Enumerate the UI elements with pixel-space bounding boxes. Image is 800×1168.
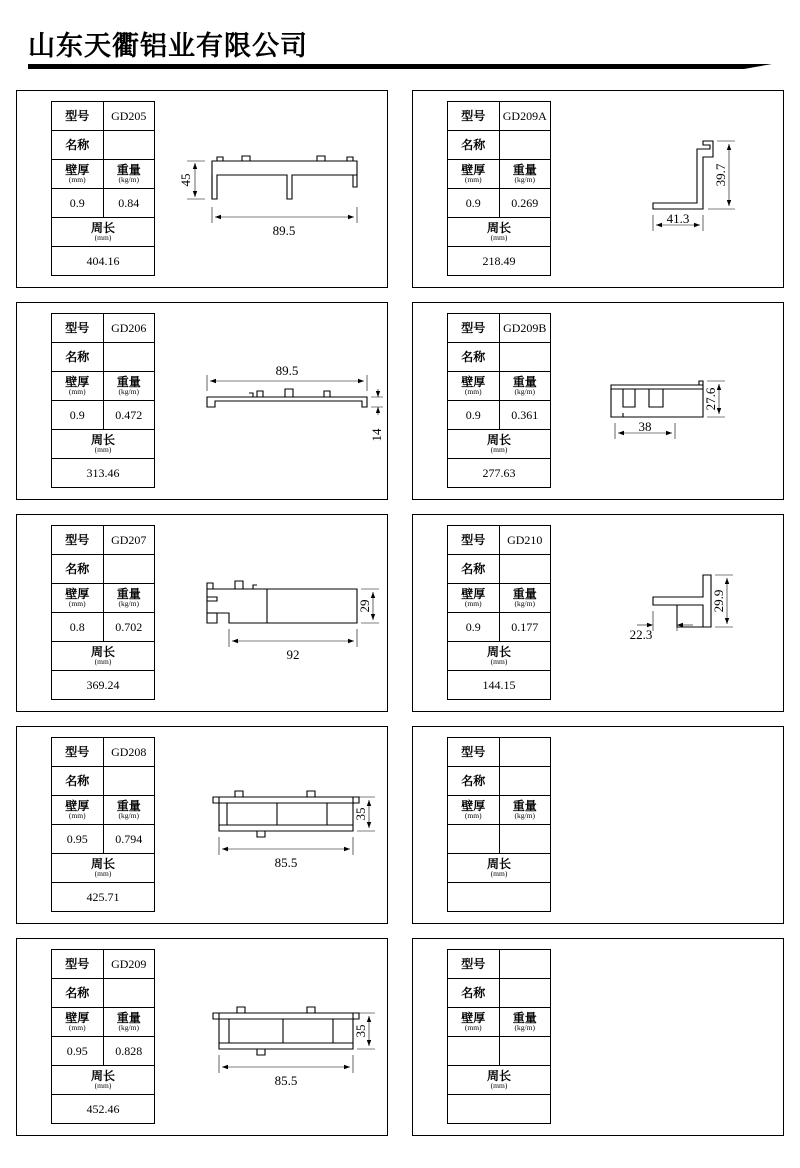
perimeter-value: 218.49: [448, 247, 551, 276]
name-label: 名称: [52, 131, 104, 160]
dim-width-value: 92: [286, 647, 300, 662]
perimeter-label: 周长 (mm): [448, 642, 551, 671]
perimeter-label: 周长 (mm): [448, 430, 551, 459]
perimeter-value: [448, 1095, 551, 1124]
spec-table: [447, 737, 551, 912]
model-label: 型号: [448, 526, 500, 555]
spec-table: [447, 525, 551, 700]
table-row: [52, 767, 155, 796]
profile-card: [412, 302, 784, 500]
spec-table: [51, 101, 155, 276]
perimeter-label: 周长 (mm): [52, 854, 155, 883]
thickness-label: 壁厚 (mm): [448, 160, 500, 189]
thickness-label: 壁厚 (mm): [448, 584, 500, 613]
profile-drawing-gd208: [157, 727, 387, 923]
card-row: [0, 302, 800, 500]
dim-width-value: 85.5: [274, 1073, 298, 1088]
model-label: 型号: [52, 102, 104, 131]
weight-label: 重量 (kg/m): [103, 584, 155, 613]
model-value: [499, 738, 551, 767]
name-label: 名称: [52, 555, 104, 584]
dim-height-value: 29: [357, 599, 372, 613]
page-header: [0, 0, 800, 78]
table-row: [448, 401, 551, 430]
card-row: [0, 938, 800, 1136]
table-row: [448, 555, 551, 584]
table-row: [52, 430, 155, 459]
name-label: 名称: [448, 555, 500, 584]
model-value: GD207: [103, 526, 155, 555]
table-row: [52, 102, 155, 131]
profile-drawing-gd205: [157, 91, 387, 287]
perimeter-value: 404.16: [52, 247, 155, 276]
thickness-label: 壁厚 (mm): [52, 160, 104, 189]
perimeter-label: 周长 (mm): [448, 1066, 551, 1095]
weight-value: 0.828: [103, 1037, 155, 1066]
table-row: [448, 796, 551, 825]
profile-drawing-gd209: [157, 939, 387, 1135]
weight-value: 0.702: [103, 613, 155, 642]
profile-card: [16, 90, 388, 288]
table-row: [448, 767, 551, 796]
thickness-value: 0.95: [52, 825, 104, 854]
model-label: 型号: [448, 738, 500, 767]
spec-table: [51, 949, 155, 1124]
thickness-label: 壁厚 (mm): [52, 796, 104, 825]
model-value: GD208: [103, 738, 155, 767]
card-row: [0, 90, 800, 288]
thickness-value: [448, 1037, 500, 1066]
table-row: [448, 979, 551, 1008]
table-row: [448, 459, 551, 488]
profile-drawing-gd209a: [553, 91, 783, 287]
name-value: [103, 131, 155, 160]
thickness-label: 壁厚 (mm): [52, 1008, 104, 1037]
thickness-label: 壁厚 (mm): [448, 796, 500, 825]
perimeter-value: 452.46: [52, 1095, 155, 1124]
thickness-value: 0.95: [52, 1037, 104, 1066]
table-row: [448, 825, 551, 854]
table-row: [448, 102, 551, 131]
model-label: 型号: [52, 314, 104, 343]
table-row: [52, 218, 155, 247]
model-value: GD205: [103, 102, 155, 131]
table-row: [52, 314, 155, 343]
dim-width-value: 89.5: [272, 223, 296, 238]
thickness-value: 0.9: [448, 401, 500, 430]
table-row: [52, 526, 155, 555]
table-row: [448, 1095, 551, 1124]
name-value: [499, 767, 551, 796]
weight-label: 重量 (kg/m): [499, 160, 551, 189]
dim-height-value: 35: [353, 807, 368, 821]
table-row: [52, 950, 155, 979]
table-row: [52, 189, 155, 218]
thickness-value: [448, 825, 500, 854]
weight-label: 重量 (kg/m): [499, 1008, 551, 1037]
model-label: 型号: [448, 950, 500, 979]
model-label: 型号: [448, 314, 500, 343]
table-row: [448, 854, 551, 883]
name-value: [103, 767, 155, 796]
weight-label: 重量 (kg/m): [103, 796, 155, 825]
dim-height-value: 45: [178, 173, 193, 187]
table-row: [52, 613, 155, 642]
table-row: [448, 430, 551, 459]
perimeter-label: 周长 (mm): [52, 1066, 155, 1095]
spec-table: [51, 525, 155, 700]
table-row: [52, 459, 155, 488]
thickness-label: 壁厚 (mm): [448, 1008, 500, 1037]
table-row: [448, 671, 551, 700]
table-row: [52, 160, 155, 189]
table-row: [52, 1095, 155, 1124]
thickness-value: 0.9: [448, 189, 500, 218]
table-row: [52, 883, 155, 912]
dim-width-value: 38: [638, 419, 652, 434]
dim-width-value: 41.3: [666, 211, 690, 226]
perimeter-value: 144.15: [448, 671, 551, 700]
perimeter-value: 313.46: [52, 459, 155, 488]
table-row: [52, 1008, 155, 1037]
table-row: [52, 372, 155, 401]
weight-label: 重量 (kg/m): [499, 796, 551, 825]
model-value: GD209B: [499, 314, 551, 343]
profile-card: [16, 514, 388, 712]
spec-table: [51, 737, 155, 912]
model-label: 型号: [448, 102, 500, 131]
profile-drawing-gd206: [157, 303, 387, 499]
perimeter-label: 周长 (mm): [448, 218, 551, 247]
profile-drawing-gd210: [553, 515, 783, 711]
weight-label: 重量 (kg/m): [499, 584, 551, 613]
table-row: [52, 1066, 155, 1095]
weight-label: 重量 (kg/m): [499, 372, 551, 401]
perimeter-value: 277.63: [448, 459, 551, 488]
table-row: [448, 950, 551, 979]
perimeter-label: 周长 (mm): [52, 642, 155, 671]
name-label: 名称: [52, 979, 104, 1008]
perimeter-label: 周长 (mm): [52, 218, 155, 247]
table-row: [52, 979, 155, 1008]
table-row: [448, 131, 551, 160]
spec-table: [447, 101, 551, 276]
table-row: [52, 796, 155, 825]
dim-width-value: 22.3: [629, 627, 653, 642]
dim-height-value: 29.9: [711, 589, 726, 613]
weight-value: 0.177: [499, 613, 551, 642]
table-row: [448, 343, 551, 372]
dim-width-value: 85.5: [274, 855, 298, 870]
table-row: [448, 526, 551, 555]
weight-value: 0.472: [103, 401, 155, 430]
table-row: [448, 613, 551, 642]
perimeter-value: 369.24: [52, 671, 155, 700]
table-row: [448, 738, 551, 767]
perimeter-value: [448, 883, 551, 912]
table-row: [52, 401, 155, 430]
table-row: [448, 584, 551, 613]
table-row: [448, 1066, 551, 1095]
table-row: [448, 1008, 551, 1037]
table-row: [448, 642, 551, 671]
table-row: [448, 189, 551, 218]
spec-table: [447, 949, 551, 1124]
profile-drawing-gd209b: [553, 303, 783, 499]
table-row: [448, 1037, 551, 1066]
model-label: 型号: [52, 526, 104, 555]
profile-card: [16, 726, 388, 924]
dim-height-value: 14: [369, 428, 384, 442]
table-row: [448, 218, 551, 247]
name-label: 名称: [52, 767, 104, 796]
table-row: [52, 1037, 155, 1066]
name-label: 名称: [52, 343, 104, 372]
table-row: [52, 584, 155, 613]
name-value: [499, 555, 551, 584]
perimeter-value: 425.71: [52, 883, 155, 912]
header-divider: [28, 64, 744, 69]
profile-card: [16, 938, 388, 1136]
thickness-label: 壁厚 (mm): [52, 584, 104, 613]
model-value: GD209A: [499, 102, 551, 131]
table-row: [448, 372, 551, 401]
thickness-value: 0.9: [52, 189, 104, 218]
thickness-label: 壁厚 (mm): [448, 372, 500, 401]
table-row: [52, 131, 155, 160]
table-row: [448, 160, 551, 189]
profile-card: [412, 514, 784, 712]
table-row: [52, 671, 155, 700]
name-value: [103, 979, 155, 1008]
table-row: [52, 343, 155, 372]
name-value: [103, 555, 155, 584]
dim-height-value: 35: [353, 1024, 368, 1038]
spec-table: [447, 313, 551, 488]
weight-value: 0.794: [103, 825, 155, 854]
perimeter-label: 周长 (mm): [448, 854, 551, 883]
card-row: [0, 726, 800, 924]
weight-label: 重量 (kg/m): [103, 1008, 155, 1037]
model-label: 型号: [52, 738, 104, 767]
dim-width-value: 89.5: [275, 363, 299, 378]
table-row: [52, 854, 155, 883]
thickness-label: 壁厚 (mm): [52, 372, 104, 401]
table-row: [448, 247, 551, 276]
model-label: 型号: [52, 950, 104, 979]
table-row: [448, 883, 551, 912]
model-value: [499, 950, 551, 979]
company-title: 山东天衢铝业有限公司: [28, 31, 308, 61]
profile-card-empty: [412, 726, 784, 924]
name-label: 名称: [448, 343, 500, 372]
name-value: [499, 131, 551, 160]
profile-grid: [0, 90, 800, 1150]
weight-label: 重量 (kg/m): [103, 160, 155, 189]
table-row: [52, 642, 155, 671]
model-value: GD210: [499, 526, 551, 555]
weight-value: 0.361: [499, 401, 551, 430]
weight-label: 重量 (kg/m): [103, 372, 155, 401]
profile-card: [16, 302, 388, 500]
name-label: 名称: [448, 767, 500, 796]
weight-value: [499, 825, 551, 854]
profile-card: [412, 90, 784, 288]
table-row: [52, 738, 155, 767]
thickness-value: 0.9: [52, 401, 104, 430]
weight-value: 0.84: [103, 189, 155, 218]
name-value: [499, 979, 551, 1008]
name-label: 名称: [448, 979, 500, 1008]
weight-value: 0.269: [499, 189, 551, 218]
model-value: GD209: [103, 950, 155, 979]
table-row: [448, 314, 551, 343]
weight-value: [499, 1037, 551, 1066]
name-label: 名称: [448, 131, 500, 160]
model-value: GD206: [103, 314, 155, 343]
table-row: [52, 825, 155, 854]
card-row: [0, 514, 800, 712]
table-row: [52, 247, 155, 276]
dim-height-value: 27.6: [703, 387, 718, 411]
name-value: [499, 343, 551, 372]
perimeter-label: 周长 (mm): [52, 430, 155, 459]
profile-drawing-gd207: [157, 515, 387, 711]
thickness-value: 0.8: [52, 613, 104, 642]
thickness-value: 0.9: [448, 613, 500, 642]
profile-card-empty: [412, 938, 784, 1136]
dim-height-value: 39.7: [713, 163, 728, 187]
table-row: [52, 555, 155, 584]
spec-table: [51, 313, 155, 488]
name-value: [103, 343, 155, 372]
